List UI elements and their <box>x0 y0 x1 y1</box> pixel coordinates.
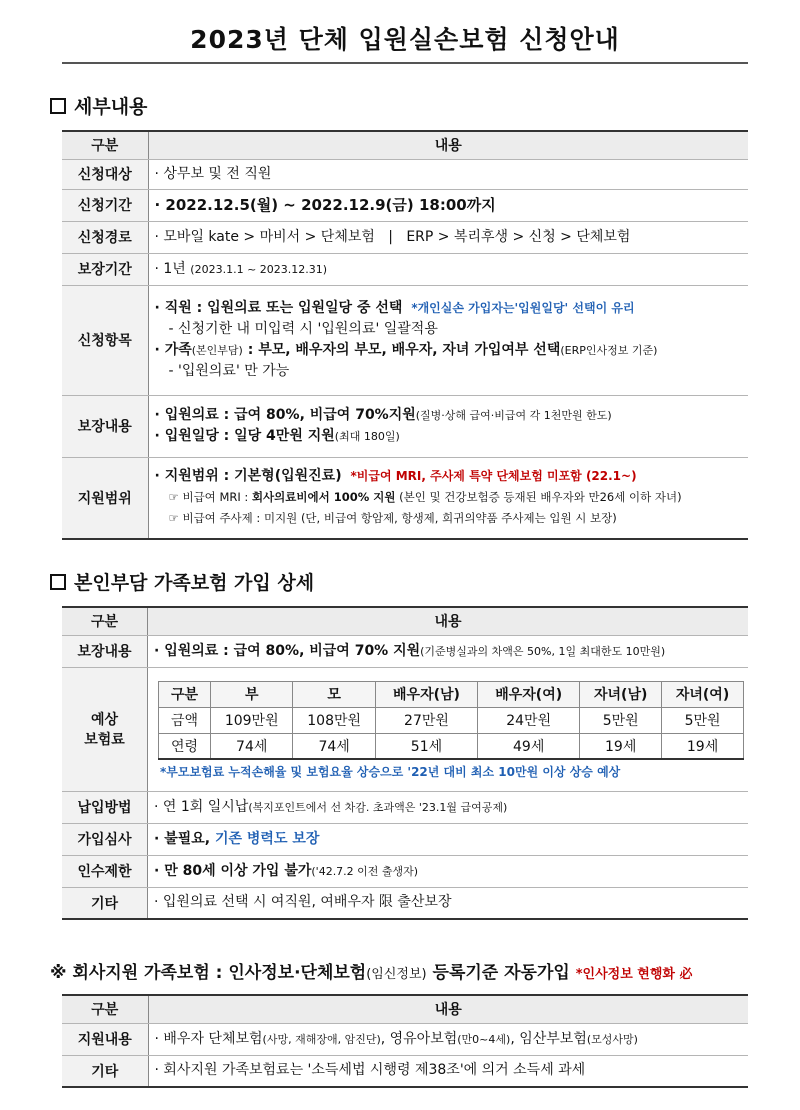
row-content-coverage: · 입원의료 : 급여 80%, 비급여 70%지원(질병·상해 급여·비급여 각 1천만원 한도) · 입원일당 : 일당 4만원 지원(최대 180일) <box>148 395 748 457</box>
header-content: 내용 <box>148 131 748 159</box>
row-content-items: · 직원 : 입원의료 또는 입원일당 중 선택 *개인실손 가입자는'입원일당' 선택이 유리 - 신청기한 내 미입력 시 '입원의료' 일괄적용 · 가족(본인부담) : 부모, 배우자의 부모, 배우자, 자녀 가입여부 선택(ERP인사정보 기준) - '입원의료' 만 가능 <box>148 285 748 395</box>
table-row <box>62 189 748 221</box>
table-row <box>62 285 748 395</box>
page-title: 2023년 단체 입원실손보험 신청안내 <box>190 25 620 54</box>
table-row <box>62 823 748 855</box>
title-divider <box>62 62 748 64</box>
premium-age-row: 연령 74세 74세 51세 49세 19세 19세 <box>159 733 744 759</box>
row-content-review: · 불필요, 기존 병력도 보장 <box>148 823 749 855</box>
header-category: 구분 <box>62 995 148 1023</box>
row-label-payment: 납입방법 <box>62 791 148 823</box>
row-content-support: · 지원범위 : 기본형(입원진료) *비급여 MRI, 주사제 특약 단체보험 미포함 (22.1~) ☞ 비급여 MRI : 회사의료비에서 100% 지원 (본인 및 건강보험증 등재된 배우자와 만26세 이하 자녀) ☞ 비급여 주사제 : 미지원 (단, 비급여 항암제, 항생제, 희귀의약품 주사제는 입원 시 보장) <box>148 457 748 539</box>
row-label-coverage-period: 보장기간 <box>62 253 148 285</box>
header-content: 내용 <box>148 995 748 1023</box>
row-label-support: 지원범위 <box>62 457 148 539</box>
table-row <box>62 457 748 539</box>
row-content-period: · 2022.12.5(월) ~ 2022.12.9(금) 18:00까지 <box>148 189 748 221</box>
premium-table <box>158 681 744 761</box>
section-family-heading <box>50 568 314 595</box>
row-content-company-etc: · 회사지원 가족보험료는 '소득세법 시행령 제38조'에 의거 소득세 과세 <box>148 1055 748 1087</box>
row-label-premium: 예상 보험료 <box>62 667 148 791</box>
row-content-payment: · 연 1회 일시납(복지포인트에서 선 차감. 초과액은 '23.1월 급여공제) <box>148 791 749 823</box>
table-row <box>62 1023 748 1055</box>
premium-note: *부모보험료 누적손해율 및 보험요율 상승으로 '22년 대비 최소 10만원 이상 상승 예상 <box>160 765 621 780</box>
table-row <box>62 635 748 667</box>
row-content-route: · 모바일 kate > 마비서 > 단체보험 | ERP > 복리후생 > 신청 > 단체보험 <box>148 221 748 253</box>
premium-amount-row: 금액 109만원 108만원 27만원 24만원 5만원 5만원 <box>159 707 744 733</box>
row-label-company-support: 지원내용 <box>62 1023 148 1055</box>
row-label-target: 신청대상 <box>62 159 148 189</box>
row-content-coverage-period: · 1년 (2023.1.1 ~ 2023.12.31) <box>148 253 748 285</box>
row-content-premium <box>148 667 749 791</box>
details-table <box>62 130 748 540</box>
row-content-target: · 상무보 및 전 직원 <box>148 159 748 189</box>
row-label-items: 신청항목 <box>62 285 148 395</box>
header-category: 구분 <box>62 131 148 159</box>
table-row <box>62 667 748 791</box>
table-row <box>62 855 748 887</box>
row-label-review: 가입심사 <box>62 823 148 855</box>
row-label-route: 신청경로 <box>62 221 148 253</box>
table-row <box>62 791 748 823</box>
table-row <box>62 159 748 189</box>
table-row <box>62 1055 748 1087</box>
section-family-title: 본인부담 가족보험 가입 상세 <box>74 572 315 594</box>
checkbox-square-icon <box>50 98 66 114</box>
header-content: 내용 <box>148 607 749 635</box>
table-row <box>62 395 748 457</box>
row-content-limit: · 만 80세 이상 가입 불가('42.7.2 이전 출생자) <box>148 855 749 887</box>
row-content-company-support: · 배우자 단체보험(사망, 재해장애, 암진단), 영유아보험(만0~4세), 임산부보험(모성사망) <box>148 1023 748 1055</box>
row-content-family-coverage: · 입원의료 : 급여 80%, 비급여 70% 지원(기준병실과의 차액은 50%, 1일 최대한도 10만원) <box>148 635 749 667</box>
row-content-etc: · 입원의료 선택 시 여직원, 여배우자 限 출산보장 <box>148 887 749 919</box>
row-label-family-coverage: 보장내용 <box>62 635 148 667</box>
row-label-company-etc: 기타 <box>62 1055 148 1087</box>
section-company-heading: ※ 회사지원 가족보험 : 인사정보·단체보험(임신정보) 등록기준 자동가입 *인사정보 현행화 必 <box>50 963 693 983</box>
table-row <box>62 221 748 253</box>
table-row <box>62 887 748 919</box>
section-details-heading <box>50 92 147 119</box>
family-table <box>62 606 748 920</box>
table-row <box>62 253 748 285</box>
row-label-etc: 기타 <box>62 887 148 919</box>
header-category: 구분 <box>62 607 148 635</box>
checkbox-square-icon <box>50 574 66 590</box>
row-label-period: 신청기간 <box>62 189 148 221</box>
company-table <box>62 994 748 1088</box>
row-label-limit: 인수제한 <box>62 855 148 887</box>
row-label-coverage: 보장내용 <box>62 395 148 457</box>
section-details-title: 세부내용 <box>74 96 148 118</box>
premium-header-row: 구분 부 모 배우자(남) 배우자(여) 자녀(남) 자녀(여) <box>159 681 744 707</box>
